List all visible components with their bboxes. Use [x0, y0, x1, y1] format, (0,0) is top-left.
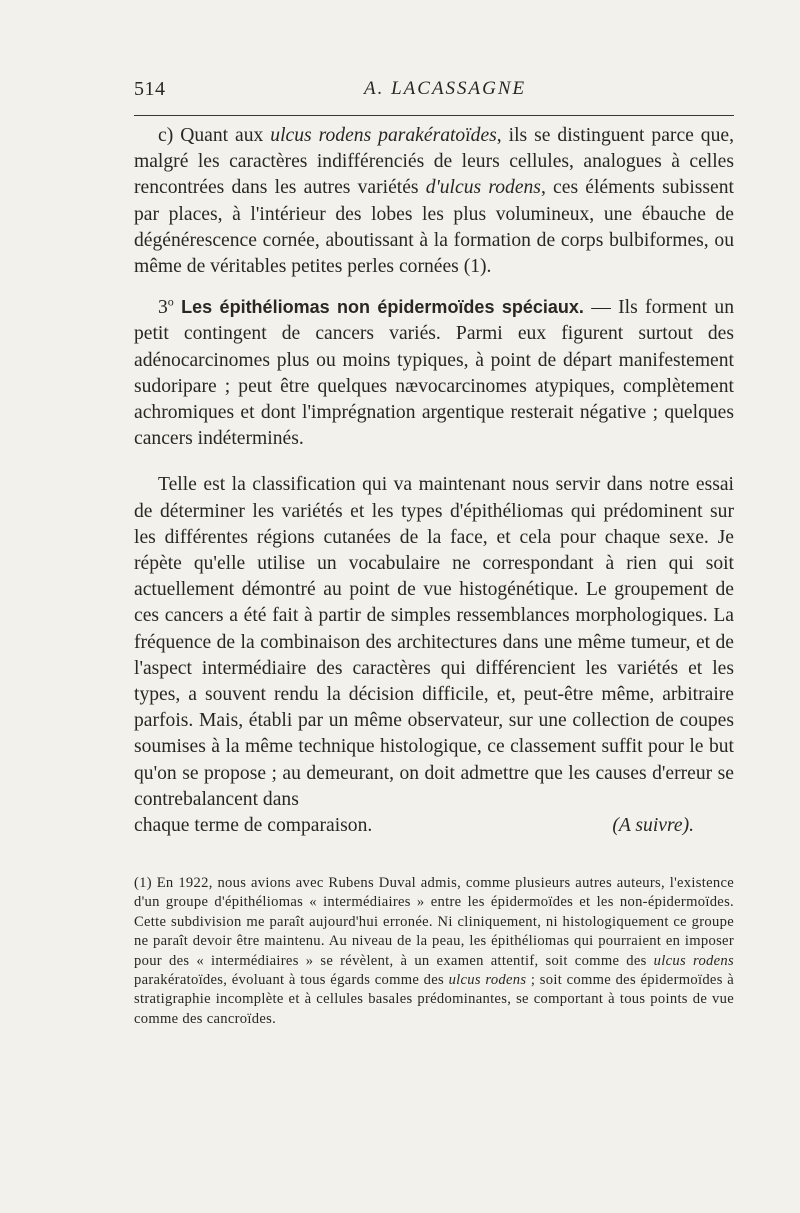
italic-term: ulcus rodens parakératoïdes — [270, 125, 497, 146]
header-rule — [134, 115, 734, 116]
item-label: c) — [158, 125, 174, 146]
paragraph-last-line — [134, 813, 734, 839]
page-number: 514 — [134, 78, 166, 100]
paragraph-epitheliomas-speciaux: 3$^o$ Les épithéliomas non épidermoïdes spéciaux. — Ils forment un petit contingent de cancers variés. Parmi eux figurent surtout des adénocarcinomes plus ou moins typiques, à point de départ manifestement sudoripare ; peut être quelques nævocarcinomes atypiques, complètement achromiques et dont l'imprégnation argentique resterait négative ; quelques cancers indéterminés. — [134, 294, 734, 450]
last-line-text: chaque terme de comparaison. — [134, 815, 373, 837]
section-number: 3 — [158, 297, 168, 319]
footnote — [134, 874, 734, 1029]
page-header — [134, 78, 734, 104]
footnote-text: (1) En 1922, nous avions avec Rubens Duval admis, comme plusieurs autres auteurs, l'existence d'un groupe d'épithéliomas « intermédiaires » entre les épidermoïdes et les non-épidermoïdes. Cette subdivision me paraît aujourd'hui erronée. Ni cliniquement, ni histologiquement ce groupe ne paraît devoir être maintenu. Au niveau de la peau, les épithéliomas qui pourraient en imposer pour des « intermédiaires » se révèlent, à un examen attentif, soit comme des ulcus rodens parakératoïdes, évoluant à tous égards comme des ulcus rodens ; soit comme des épidermoïdes à stratigraphie incomplète et à cellules basales prédominantes, se comportant à tous points de vue comme des cancroïdes. — [134, 875, 734, 1027]
italic-term: ulcus rodens — [448, 972, 527, 989]
ordinal-superscript: o — [167, 294, 174, 309]
italic-term: ulcus rodens — [653, 952, 734, 969]
running-head: A. LACASSAGNE — [364, 78, 527, 99]
italic-term: d'ulcus rodens — [425, 177, 541, 199]
main-text — [134, 123, 734, 839]
paragraph-classification: Telle est la classification qui va maintenant nous servir dans notre essai de déterminer les variétés et les types d'épithéliomas qui prédominent sur les différentes régions cutanées de la face, et cela pour chaque sexe. Je répète qu'elle utilise un vocabulaire ne correspondant à rien qui soit actuellement démontré au point de vue histogénétique. Le groupement de ces cancers a été fait à partir de simples ressemblances morphologiques. La fréquence de la combinaison des architectures dans une même tumeur, et de l'aspect intermédiaire des caractères qui différencient les variétés et les types, a souvent rendu la décision difficile, et, peut-être même, arbitraire parfois. Mais, établi par un même observateur, sur une collection de coupes soumises à la même technique histologique, ce classement suffit pour le but qu'on se propose ; au demeurant, on doit admettre que les causes d'erreur se contrebalancent dans — [134, 474, 734, 810]
to-be-continued: (A suivre). — [612, 815, 694, 837]
section-heading: Les épithéliomas non épidermoïdes spéciaux. — [181, 297, 584, 318]
paragraph-ulcus-rodens: c) Quant aux ulcus rodens parakératoïdes, ils se distinguent parce que, malgré les caractères indifférenciés de leurs cellules, analogues à celles rencontrées dans les autres variétés d'ulcus rodens, ces éléments subissent par places, à l'intérieur des lobes les plus volumineux, une ébauche de dégénérescence cornée, aboutissant à la formation de corps bulbiformes, ou même de véritables petites perles cornées (1). — [134, 125, 734, 278]
